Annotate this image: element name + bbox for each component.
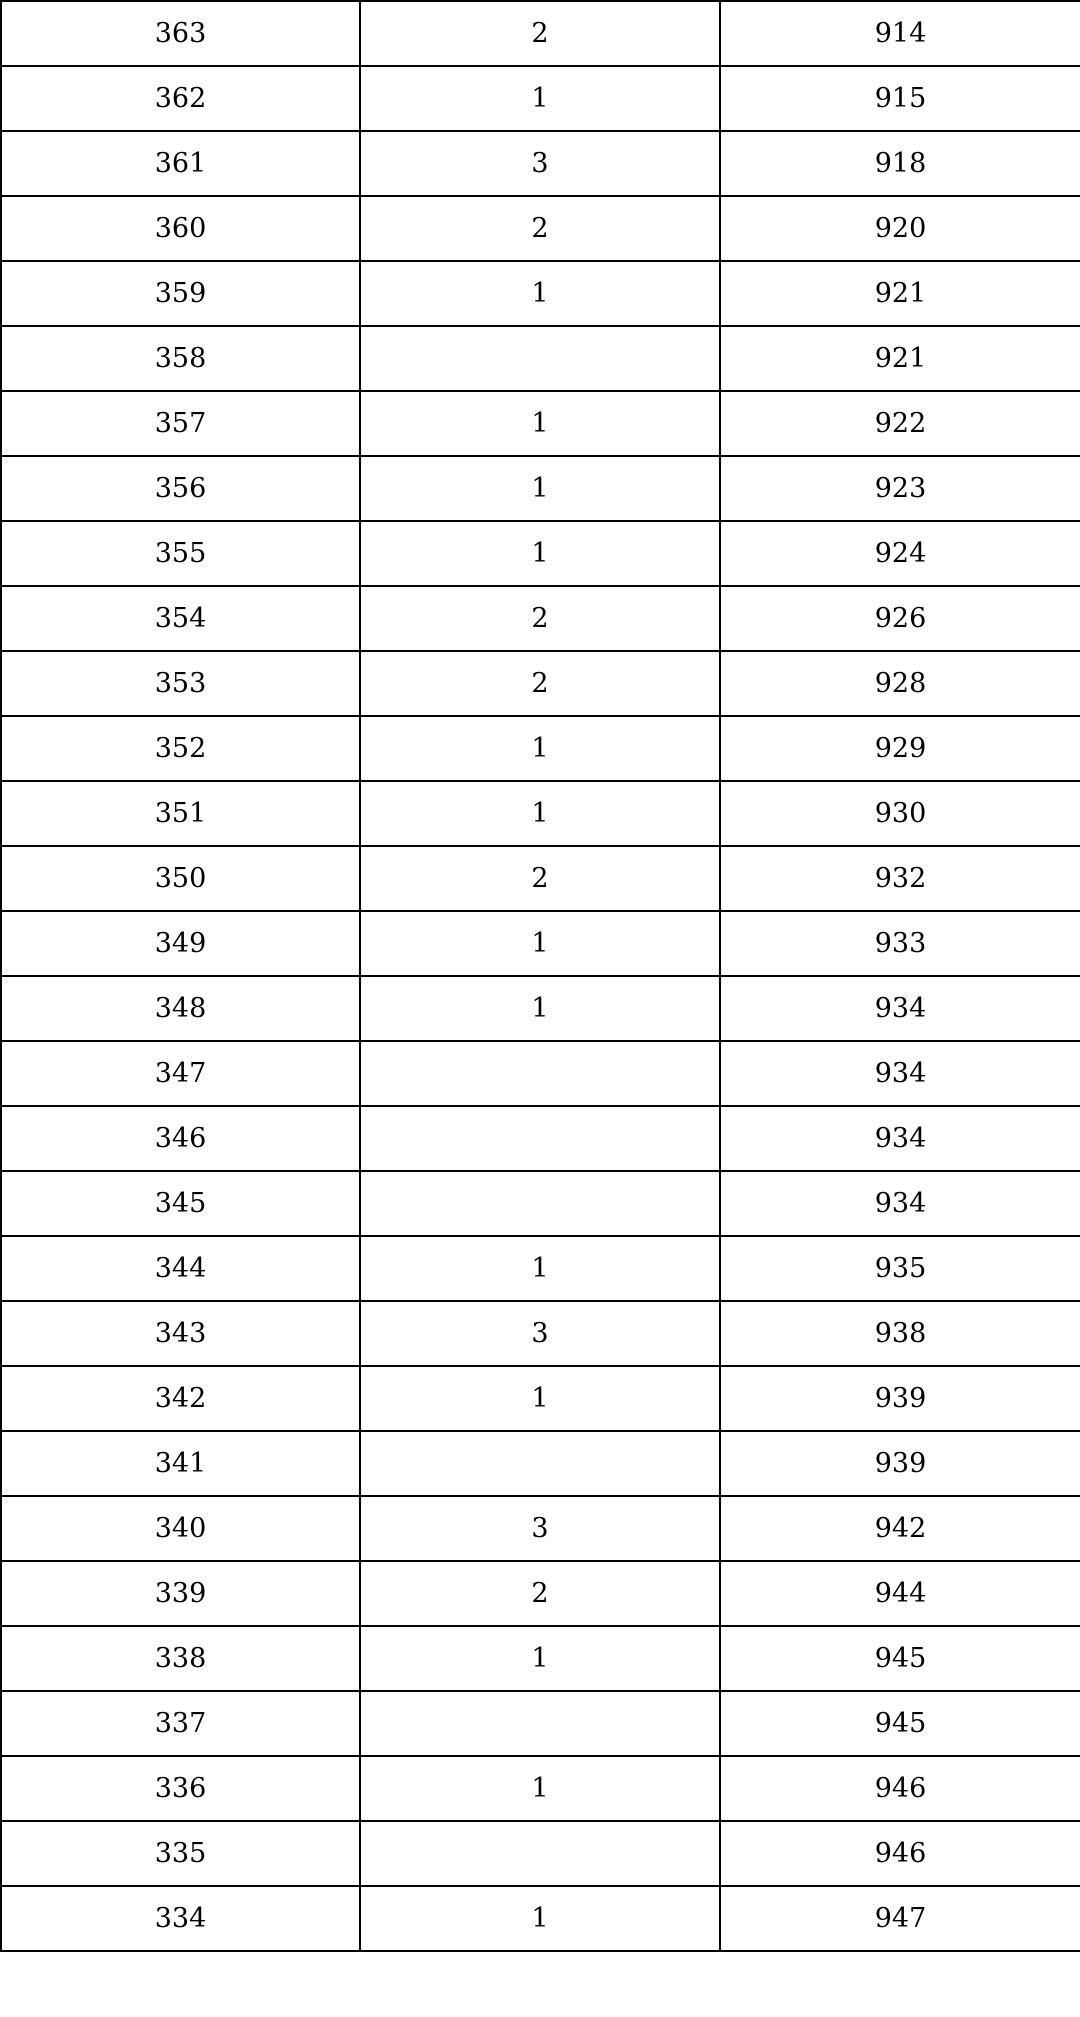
count-cell: 1	[360, 976, 720, 1041]
score-cell: 357	[1, 391, 360, 456]
cumulative-cell: 920	[720, 196, 1080, 261]
cumulative-cell: 934	[720, 1041, 1080, 1106]
count-cell: 1	[360, 1626, 720, 1691]
table-row	[1, 1366, 1080, 1431]
count-cell: 2	[360, 586, 720, 651]
score-cell: 335	[1, 1821, 360, 1886]
cumulative-cell: 923	[720, 456, 1080, 521]
count-cell: 3	[360, 1301, 720, 1366]
score-cell: 350	[1, 846, 360, 911]
score-cell: 347	[1, 1041, 360, 1106]
table-row	[1, 781, 1080, 846]
count-cell: 2	[360, 1561, 720, 1626]
table-row	[1, 456, 1080, 521]
score-cell: 362	[1, 66, 360, 131]
count-cell: 1	[360, 1366, 720, 1431]
table-row	[1, 1106, 1080, 1171]
count-cell	[360, 1041, 720, 1106]
table-row	[1, 66, 1080, 131]
cumulative-cell: 914	[720, 1, 1080, 66]
score-cell: 360	[1, 196, 360, 261]
score-cell: 361	[1, 131, 360, 196]
table-row	[1, 1496, 1080, 1561]
table-row	[1, 196, 1080, 261]
score-cell: 356	[1, 456, 360, 521]
table-row	[1, 131, 1080, 196]
table-row	[1, 1561, 1080, 1626]
score-cell: 352	[1, 716, 360, 781]
count-cell: 1	[360, 1756, 720, 1821]
table-row	[1, 716, 1080, 781]
count-cell	[360, 1171, 720, 1236]
score-cell: 344	[1, 1236, 360, 1301]
table-row	[1, 261, 1080, 326]
cumulative-cell: 921	[720, 261, 1080, 326]
score-cell: 355	[1, 521, 360, 586]
count-cell: 1	[360, 66, 720, 131]
score-cell: 359	[1, 261, 360, 326]
count-cell: 1	[360, 1236, 720, 1301]
cumulative-cell: 918	[720, 131, 1080, 196]
table-row	[1, 1626, 1080, 1691]
cumulative-cell: 926	[720, 586, 1080, 651]
table-row	[1, 1301, 1080, 1366]
count-cell	[360, 1821, 720, 1886]
table-row	[1, 391, 1080, 456]
table-row	[1, 846, 1080, 911]
score-cell: 340	[1, 1496, 360, 1561]
cumulative-cell: 938	[720, 1301, 1080, 1366]
count-cell	[360, 1691, 720, 1756]
cumulative-cell: 930	[720, 781, 1080, 846]
cumulative-cell: 924	[720, 521, 1080, 586]
table-row	[1, 1886, 1080, 1951]
count-cell: 2	[360, 196, 720, 261]
score-cell: 342	[1, 1366, 360, 1431]
score-cell: 336	[1, 1756, 360, 1821]
cumulative-cell: 945	[720, 1626, 1080, 1691]
cumulative-cell: 944	[720, 1561, 1080, 1626]
cumulative-cell: 934	[720, 976, 1080, 1041]
count-cell: 3	[360, 1496, 720, 1561]
cumulative-cell: 946	[720, 1821, 1080, 1886]
table-row	[1, 1691, 1080, 1756]
count-cell	[360, 326, 720, 391]
cumulative-cell: 915	[720, 66, 1080, 131]
score-cell: 346	[1, 1106, 360, 1171]
score-cell: 345	[1, 1171, 360, 1236]
cumulative-cell: 947	[720, 1886, 1080, 1951]
score-cell: 353	[1, 651, 360, 716]
score-cell: 354	[1, 586, 360, 651]
score-cell: 343	[1, 1301, 360, 1366]
cumulative-cell: 934	[720, 1106, 1080, 1171]
cumulative-cell: 932	[720, 846, 1080, 911]
table-row	[1, 1756, 1080, 1821]
table-row	[1, 911, 1080, 976]
table-row	[1, 1041, 1080, 1106]
score-cell: 337	[1, 1691, 360, 1756]
count-cell: 1	[360, 1886, 720, 1951]
table-row	[1, 976, 1080, 1041]
cumulative-cell: 942	[720, 1496, 1080, 1561]
count-cell: 2	[360, 1, 720, 66]
count-cell: 1	[360, 261, 720, 326]
score-cell: 338	[1, 1626, 360, 1691]
table-body	[1, 1, 1080, 1951]
cumulative-cell: 933	[720, 911, 1080, 976]
score-cell: 358	[1, 326, 360, 391]
cumulative-cell: 935	[720, 1236, 1080, 1301]
count-cell: 2	[360, 651, 720, 716]
cumulative-cell: 945	[720, 1691, 1080, 1756]
score-cell: 334	[1, 1886, 360, 1951]
cumulative-cell: 928	[720, 651, 1080, 716]
table-row	[1, 1431, 1080, 1496]
cumulative-cell: 922	[720, 391, 1080, 456]
score-cell: 363	[1, 1, 360, 66]
count-cell: 1	[360, 716, 720, 781]
count-cell: 1	[360, 521, 720, 586]
count-cell	[360, 1106, 720, 1171]
score-cell: 349	[1, 911, 360, 976]
count-cell: 1	[360, 911, 720, 976]
table-row	[1, 651, 1080, 716]
table-row	[1, 1236, 1080, 1301]
table-row	[1, 586, 1080, 651]
count-cell: 1	[360, 391, 720, 456]
table-row	[1, 1821, 1080, 1886]
count-cell: 3	[360, 131, 720, 196]
table-row	[1, 521, 1080, 586]
table-row	[1, 1171, 1080, 1236]
table-row	[1, 326, 1080, 391]
cumulative-cell: 946	[720, 1756, 1080, 1821]
cumulative-cell: 929	[720, 716, 1080, 781]
cumulative-cell: 934	[720, 1171, 1080, 1236]
count-cell: 2	[360, 846, 720, 911]
count-cell	[360, 1431, 720, 1496]
score-cell: 341	[1, 1431, 360, 1496]
score-cell: 348	[1, 976, 360, 1041]
score-cell: 339	[1, 1561, 360, 1626]
cumulative-cell: 939	[720, 1431, 1080, 1496]
table-row	[1, 1, 1080, 66]
count-cell: 1	[360, 781, 720, 846]
cumulative-cell: 939	[720, 1366, 1080, 1431]
cumulative-cell: 921	[720, 326, 1080, 391]
count-cell: 1	[360, 456, 720, 521]
score-cell: 351	[1, 781, 360, 846]
